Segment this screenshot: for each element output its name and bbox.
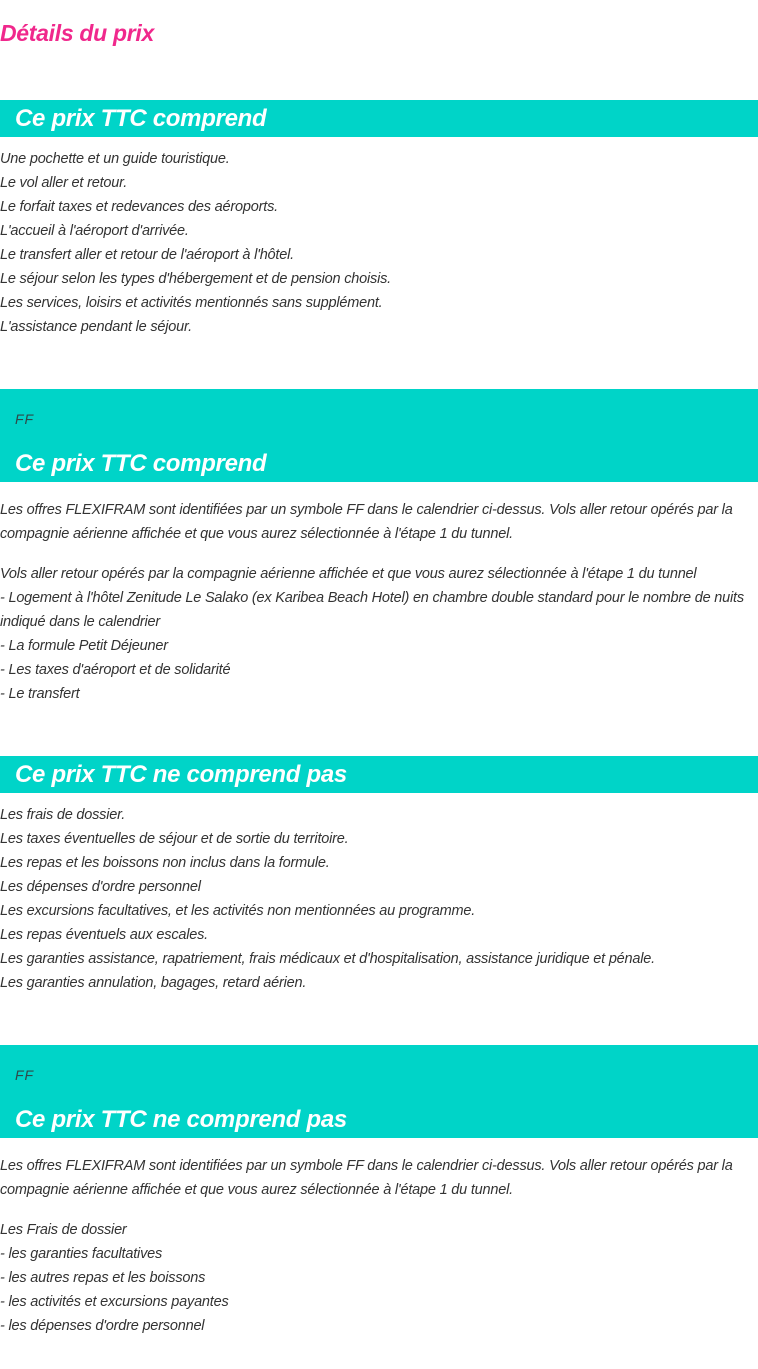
section-header-band	[0, 756, 758, 793]
included-flexifram-list	[0, 562, 750, 706]
list-item: Le transfert aller et retour de l'aéroport à l'hôtel.	[0, 247, 294, 263]
not-included-list	[0, 803, 758, 995]
list-item: L'accueil à l'aéroport d'arrivée.	[0, 223, 189, 239]
list-item: Les services, loisirs et activités mentionnés sans supplément.	[0, 295, 383, 311]
ff-tag: FF	[15, 1067, 35, 1083]
list-item: - Les taxes d'aéroport et de solidarité	[0, 662, 231, 678]
list-item: - les garanties facultatives	[0, 1246, 163, 1262]
list-item: Les Frais de dossier	[0, 1222, 127, 1238]
list-item: Le séjour selon les types d'hébergement et de pension choisis.	[0, 271, 391, 287]
section-header-band	[0, 100, 758, 137]
section-heading: Ce prix TTC comprend	[15, 105, 267, 132]
list-item: Les excursions facultatives, et les activités non mentionnées au programme.	[0, 903, 476, 919]
list-item: - Le transfert	[0, 686, 80, 702]
list-item: - les dépenses d'ordre personnel	[0, 1318, 205, 1334]
page-title: Détails du prix	[0, 20, 154, 46]
section-header-band	[0, 389, 758, 482]
flexifram-intro: Les offres FLEXIFRAM sont identifiées par un symbole FF dans le calendrier ci-dessus. Vols aller retour opérés par la compagnie aérienne affichée et que vous aurez sélectionnée à l'étape 1 du tunnel.	[0, 1158, 733, 1198]
section-not-included-flexifram	[0, 1045, 758, 1338]
ff-tag: FF	[15, 411, 35, 427]
list-item: Les garanties annulation, bagages, retard aérien.	[0, 975, 307, 991]
list-item: - La formule Petit Déjeuner	[0, 638, 168, 654]
section-not-included	[0, 756, 758, 995]
not-included-flexifram-list	[0, 1218, 758, 1338]
list-item: Vols aller retour opérés par la compagnie aérienne affichée et que vous aurez sélectionnée à l'étape 1 du tunnel	[0, 566, 697, 582]
section-included-flexifram	[0, 389, 758, 706]
section-header-band	[0, 1045, 758, 1138]
list-item: Le forfait taxes et redevances des aéroports.	[0, 199, 278, 215]
list-item: Les frais de dossier.	[0, 807, 126, 823]
section-heading: Ce prix TTC ne comprend pas	[15, 761, 347, 788]
list-item: Les dépenses d'ordre personnel	[0, 879, 201, 895]
list-item: L'assistance pendant le séjour.	[0, 319, 192, 335]
list-item: Les taxes éventuelles de séjour et de sortie du territoire.	[0, 831, 349, 847]
list-item: Les repas éventuels aux escales.	[0, 927, 209, 943]
list-item: - les activités et excursions payantes	[0, 1294, 229, 1310]
list-item: Les repas et les boissons non inclus dans la formule.	[0, 855, 330, 871]
section-heading: Ce prix TTC ne comprend pas	[15, 1106, 347, 1133]
section-heading: Ce prix TTC comprend	[15, 450, 267, 477]
section-included	[0, 100, 758, 339]
included-list	[0, 147, 758, 339]
list-item: Les garanties assistance, rapatriement, frais médicaux et d'hospitalisation, assistance juridique et pénale.	[0, 951, 655, 967]
list-item: Une pochette et un guide touristique.	[0, 151, 230, 167]
flexifram-intro: Les offres FLEXIFRAM sont identifiées par un symbole FF dans le calendrier ci-dessus. Vols aller retour opérés par la compagnie aérienne affichée et que vous aurez sélectionnée à l'étape 1 du tunnel.	[0, 502, 733, 542]
list-item: Le vol aller et retour.	[0, 175, 128, 191]
list-item: - les autres repas et les boissons	[0, 1270, 206, 1286]
list-item: - Logement à l'hôtel Zenitude Le Salako (ex Karibea Beach Hotel) en chambre double standard pour le nombre de nuits indiqué dans le calendrier	[0, 590, 744, 630]
